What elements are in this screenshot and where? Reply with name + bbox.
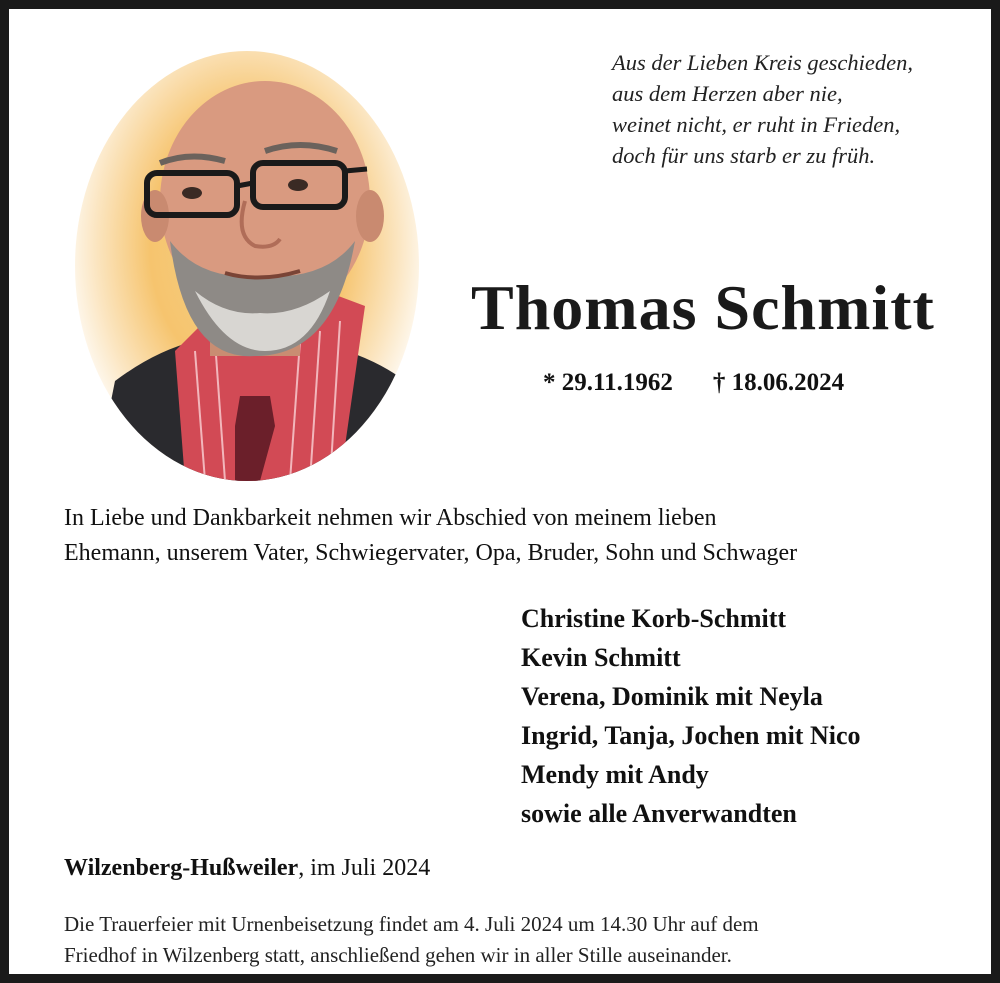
farewell-line: Ehemann, unserem Vater, Schwiegervater, Opa, Bruder, Sohn und Schwager (64, 540, 798, 566)
survivor-entry: Verena, Dominik mit Neyla (521, 682, 823, 711)
survivor-entry: sowie alle Anverwandten (521, 799, 797, 828)
poem-line: aus dem Herzen aber nie, (612, 81, 843, 106)
death-date: † 18.06.2024 (712, 369, 845, 396)
funeral-info (64, 909, 759, 971)
place-town: Wilzenberg-Hußweiler (64, 855, 299, 881)
poem-line: Aus der Lieben Kreis geschieden, (612, 50, 913, 75)
survivor-entry: Ingrid, Tanja, Jochen mit Nico (521, 721, 861, 750)
poem-line: doch für uns starb er zu früh. (612, 143, 876, 168)
memorial-poem (612, 47, 913, 171)
poem-line: weinet nicht, er ruht in Frieden, (612, 112, 901, 137)
portrait-illustration (75, 51, 419, 481)
place-date: , im Juli 2024 (298, 855, 431, 881)
farewell-line: In Liebe und Dankbarkeit nehmen wir Abschied von meinem lieben (64, 505, 717, 531)
place-and-date (64, 855, 430, 882)
farewell-text (64, 501, 797, 571)
survivors-list (521, 599, 861, 833)
life-dates (543, 369, 844, 397)
survivor-entry: Mendy mit Andy (521, 760, 709, 789)
funeral-line: Friedhof in Wilzenberg statt, anschließend gehen wir in aller Stille auseinander. (64, 943, 732, 967)
survivor-entry: Kevin Schmitt (521, 643, 681, 672)
deceased-name: Thomas Schmitt (471, 272, 935, 343)
birth-date: * 29.11.1962 (543, 369, 673, 396)
portrait-photo (75, 51, 419, 481)
funeral-line: Die Trauerfeier mit Urnenbeisetzung findet am 4. Juli 2024 um 14.30 Uhr auf dem (64, 912, 759, 936)
survivor-entry: Christine Korb-Schmitt (521, 604, 787, 633)
